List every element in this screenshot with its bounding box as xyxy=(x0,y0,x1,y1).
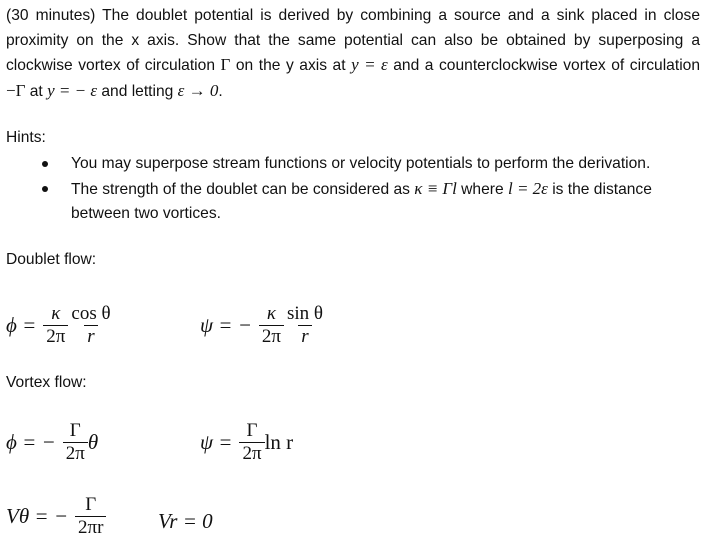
fraction xyxy=(259,303,284,348)
fraction xyxy=(75,494,106,539)
vortex-psi-equation xyxy=(200,420,293,465)
numerator: sin θ xyxy=(286,303,324,324)
denominator: 2π xyxy=(43,325,68,348)
theta: θ xyxy=(87,430,99,454)
numerator: κ xyxy=(266,303,276,324)
phi-lhs: ϕ = xyxy=(6,313,37,337)
gamma-symbol: Γ xyxy=(220,55,231,75)
fraction xyxy=(239,420,264,465)
numerator: Γ xyxy=(85,494,97,515)
math-kappa-def: κ ≡ Γl xyxy=(414,178,457,198)
problem-text-5: and letting xyxy=(97,82,178,100)
denominator: 2πr xyxy=(75,516,106,539)
psi-lhs: ψ = xyxy=(200,430,233,454)
vortex-phi-equation xyxy=(6,420,98,465)
numerator: κ xyxy=(51,303,61,324)
math-eps-limit: ε → 0 xyxy=(177,80,219,100)
denominator: 2π xyxy=(259,325,284,348)
numerator: Γ xyxy=(69,420,81,441)
numerator: cos θ xyxy=(71,303,111,324)
problem-text-3: and a counterclockwise vortex of circulation xyxy=(387,57,700,75)
problem-text-2: on the y axis at xyxy=(230,57,352,75)
hint-text-2c: is the distance between two vortices. xyxy=(71,180,652,223)
phi-lhs: ϕ = − xyxy=(6,430,56,454)
problem-text-1: (30 minutes) The doublet potential is derived by combining a source and a sink placed in close proximity on the x axis. Show that the same potential can also be obtained by superposing a clockwise vortex of circulation xyxy=(6,7,700,75)
hint-item xyxy=(40,177,704,227)
hint-text-2b: where xyxy=(456,180,508,198)
fraction xyxy=(43,303,68,348)
bullet-icon xyxy=(42,161,48,167)
hints-list xyxy=(40,152,704,227)
vr-equation: Vr = 0 xyxy=(158,509,213,533)
doublet-phi-equation xyxy=(6,303,114,348)
log-term: ln r xyxy=(264,430,294,454)
vtheta-lhs: Vθ = − xyxy=(6,504,68,528)
denominator: 2π xyxy=(63,442,88,465)
hints-label: Hints: xyxy=(6,129,46,146)
bullet-icon xyxy=(42,186,48,192)
vortex-vtheta-equation xyxy=(6,494,106,539)
psi-lhs: ψ = − xyxy=(200,313,252,337)
fraction xyxy=(63,420,88,465)
vortex-label: Vortex flow: xyxy=(6,374,87,391)
math-y-neg-eps: y = − ε xyxy=(47,80,98,100)
doublet-label: Doublet flow: xyxy=(6,251,97,268)
hint-text-1: You may superpose stream functions or velocity potentials to perform the derivation. xyxy=(71,155,651,172)
math-l-def: l = 2ε xyxy=(507,178,548,198)
denominator: r xyxy=(84,325,97,348)
numerator: Γ xyxy=(246,420,258,441)
fraction xyxy=(284,303,326,348)
doublet-psi-equation xyxy=(200,303,326,348)
problem-text-4: at xyxy=(25,82,48,100)
hint-item xyxy=(40,152,704,177)
neg-gamma-symbol: −Γ xyxy=(6,80,26,100)
math-y-eps: y = ε xyxy=(351,55,388,75)
hint-text-2a: The strength of the doublet can be considered as xyxy=(71,180,415,198)
fraction xyxy=(68,303,113,348)
denominator: r xyxy=(298,325,311,348)
problem-statement xyxy=(6,4,700,104)
denominator: 2π xyxy=(239,442,264,465)
problem-text-6: . xyxy=(218,82,223,100)
vortex-vr-equation xyxy=(158,509,213,534)
